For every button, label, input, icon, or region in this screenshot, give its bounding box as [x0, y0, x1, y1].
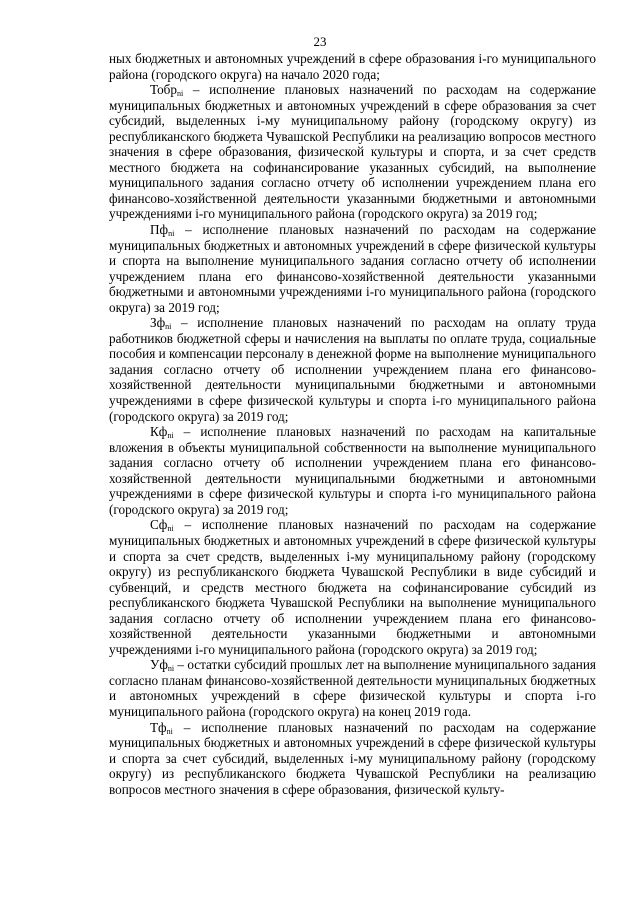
paragraph-text: – исполнение плановых назначений по расходам на капитальные вложения в объекты муниципальной собственности на выполнение муниципального задания согласно отчету об исполнении учреждением плана его финансово-хозяйственной деятельности муниципальными бюджетными и автономными учреждениями в сфере физической культуры и спорта i-го муниципального района (городского округа) за 2019 год; — [109, 424, 596, 517]
paragraph-text: – исполнение плановых назначений по расходам на содержание муниципальных бюджетных и автономных учреждений в сфере физической культуры и спорта за счет средств, выделенных i-му муниципальному району (городскому округу) из республиканского бюджета Чувашской Республики в виде субсидий и субвенций, и средств местного бюджета на софинансирование субсидий из республиканского бюджета Чувашской Республики на выполнение муниципального задания согласно отчету об исполнении учреждением плана его финансово-хозяйственной деятельности указанными бюджетными и автономными учреждениями i-го муниципального района (городского округа) за 2019 год; — [109, 517, 596, 657]
paragraph-text: – исполнение плановых назначений по расходам на оплату труда работников бюджетной сферы и начисления на выплаты по оплате труда, социальные пособия и компенсации персоналу в денежной форме на выполнение муниципального задания согласно отчету об исполнении учреждением плана его финансово-хозяйственной деятельности муниципальными бюджетными и автономными учреждениями в сфере физической культуры и спорта i-го муниципального района (городского округа) за 2019 год; — [109, 315, 596, 424]
paragraph-text: – исполнение плановых назначений по расходам на содержание муниципальных бюджетных и автономных учреждений в сфере образования за счет субсидий, выделенных i-му муниципальному району (городскому округу) из республиканского бюджета Чувашской Республики на реализацию вопросов местного значения в сфере образования, физической культуры и спорта, и за счет средств местного бюджета на софинансирование указанных субсидий, на выполнение муниципального задания согласно отчету об исполнении учреждением плана его финансово-хозяйственной деятельности указанными бюджетными и автономными учреждениями i-го муниципального района (городского округа) за 2019 год; — [109, 82, 596, 222]
variable-term: Тобр$_{ni}$ — [150, 82, 184, 99]
variable-term: $Кф_{ni}$ — [150, 424, 174, 441]
paragraph-sf — [109, 517, 596, 657]
paragraph-continuation — [109, 51, 596, 82]
variable-term: $Тф_{ni}$ — [150, 719, 173, 736]
variable-term: $Сф_{ni}$ — [150, 517, 174, 534]
paragraph-text: – исполнение плановых назначений по расходам на содержание муниципальных бюджетных и автономных учреждений в сфере физической культуры и спорта на выполнение муниципального задания согласно отчету об исполнении учреждением плана его финансово-хозяйственной деятельности указанными бюджетными и автономными учреждениями i-го муниципального района (городского округа) за 2019 год; — [109, 222, 596, 315]
variable-term: $Зф_{ni}$ — [150, 315, 172, 332]
paragraph-pf — [109, 222, 596, 315]
body-text — [109, 51, 596, 797]
paragraph-zf — [109, 315, 596, 424]
paragraph-tf — [109, 720, 596, 798]
paragraph-text: ных бюджетных и автономных учреждений в сфере образования i-го муниципального района (городского округа) на начало 2020 года; — [109, 51, 596, 82]
variable-term: $Уф_{ni}$ — [150, 657, 175, 674]
paragraph-text: – исполнение плановых назначений по расходам на содержание муниципальных бюджетных и автономных учреждений в сфере физической культуры и спорта за счет субсидий, выделенных i-му муниципальному району (городскому округу) из республиканского бюджета Чувашской Республики на реализацию вопросов местного значения в сфере образования, физической культу- — [109, 719, 596, 797]
page-number: 23 — [313, 34, 327, 49]
variable-term: $Пф_{ni}$ — [150, 222, 175, 239]
paragraph-kf — [109, 424, 596, 517]
paragraph-text: – остатки субсидий прошлых лет на выполнение муниципального задания согласно планам финансово-хозяйственной деятельности муниципальных бюджетных и автономных учреждений в сфере физической культуры и спорта i-го муниципального района (городского округа) на конец 2019 года. — [109, 657, 596, 719]
paragraph-uf — [109, 657, 596, 719]
paragraph-tobr — [109, 82, 596, 222]
